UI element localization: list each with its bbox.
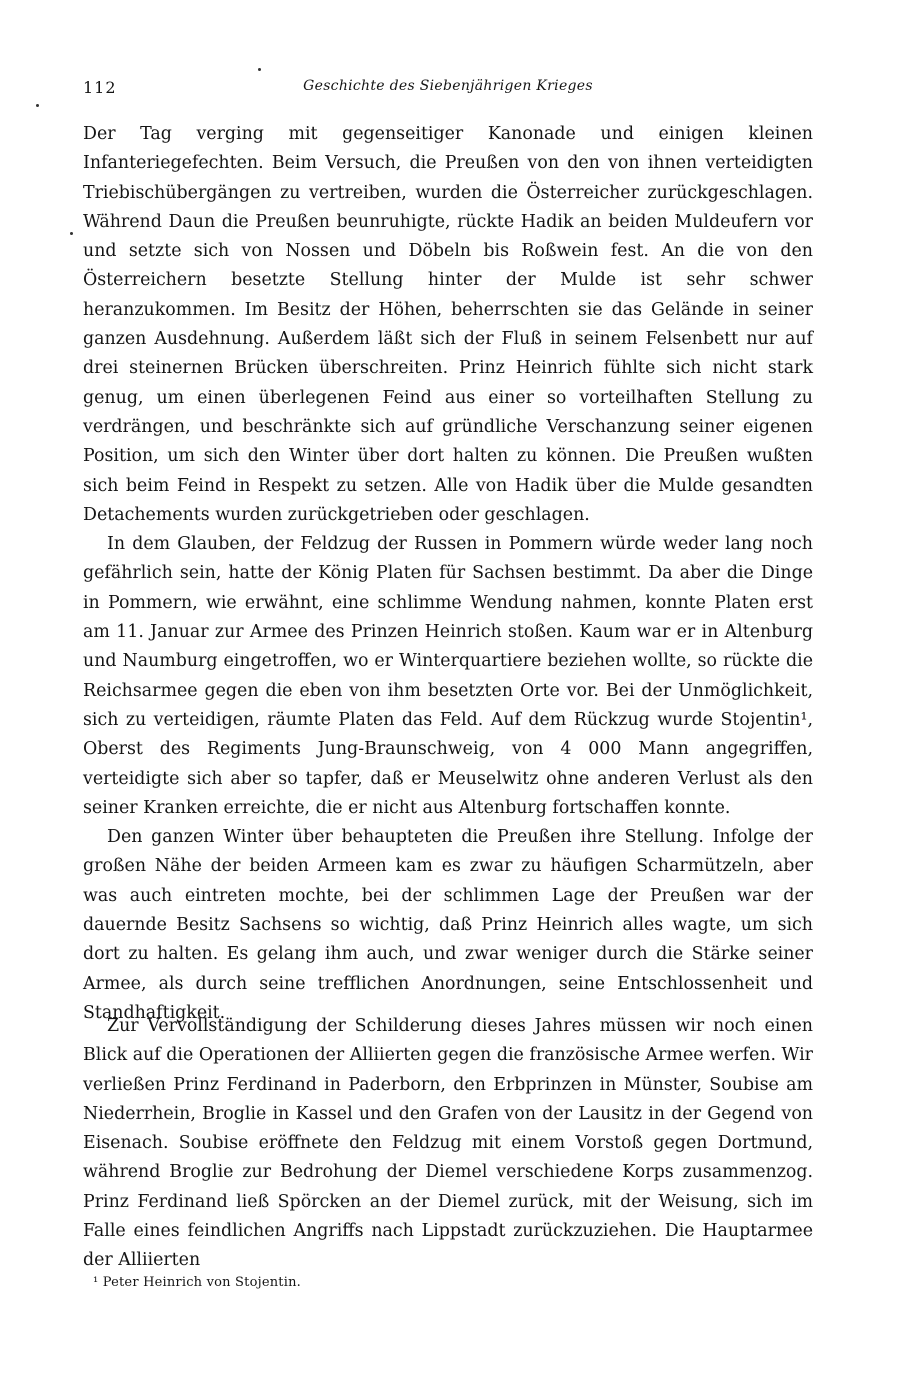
scan-speck: [70, 232, 73, 235]
page-number: 112: [83, 78, 117, 97]
scan-speck: [36, 104, 39, 107]
page-header: [83, 78, 813, 102]
scan-speck: [258, 68, 261, 71]
paragraph: Der Tag verging mit gegenseitiger Kanonade und einigen kleinen Infanteriegefechten. Beim Versuch, die Preußen von den von ihnen verteidigten Triebischübergängen zu vertreiben, wurden die Österreicher zurückgeschlagen. Während Daun die Preußen beunruhigte, rückte Hadik an beiden Muldeufern vor und setzte sich von Nossen und Döbeln bis Roßwein fest. An die von den Österreichern besetzte Stellung hinter der Mulde ist sehr schwer heranzukommen. Im Besitz der Höhen, beherrschten sie das Gelände in seiner ganzen Ausdehnung. Außerdem läßt sich der Fluß in seinem Felsenbett nur auf drei steinernen Brücken überschreiten. Prinz Heinrich fühlte sich nicht stark genug, um einen überlegenen Feind aus einer so vorteilhaften Stellung zu verdrängen, und beschränkte sich auf gründliche Verschanzung seiner eigenen Position, um sich den Winter über dort halten zu können. Die Preußen wußten sich beim Feind in Respekt zu setzen. Alle von Hadik über die Mulde gesandten Detachements wurden zurückgetrieben oder geschlagen.: [83, 124, 813, 525]
running-title: Geschichte des Siebenjährigen Krieges: [303, 78, 593, 94]
paragraph: Den ganzen Winter über behaupteten die Preußen ihre Stellung. Infolge der großen Nähe der beiden Armeen kam es zwar zu häufigen Scharmützeln, aber was auch eintreten mochte, bei der schlimmen Lage der Preußen war der dauernde Besitz Sachsens so wichtig, daß Prinz Heinrich alles wagte, um sich dort zu halten. Es gelang ihm auch, und zwar weniger durch die Stärke seiner Armee, als durch seine trefflichen Anordnungen, seine Entschlossenheit und Standhaftigkeit.: [83, 827, 813, 1023]
footnote: ¹ Peter Heinrich von Stojentin.: [93, 1275, 301, 1290]
body-text-section-2: [83, 1012, 813, 1276]
body-text-section-1: [83, 120, 813, 1028]
paragraph: Zur Vervollständigung der Schilderung dieses Jahres müssen wir noch einen Blick auf die Operationen der Alliierten gegen die französische Armee werfen. Wir verließen Prinz Ferdinand in Paderborn, den Erbprinzen in Münster, Soubise am Niederrhein, Broglie in Kassel und den Grafen von der Lausitz in der Gegend von Eisenach. Soubise eröffnete den Feldzug mit einem Vorstoß gegen Dortmund, während Broglie zur Bedrohung der Diemel verschiedene Korps zusammenzog. Prinz Ferdinand ließ Spörcken an der Diemel zurück, mit der Weisung, sich im Falle eines feindlichen Angriffs nach Lippstadt zurückzuziehen. Die Hauptarmee der Alliierten: [83, 1016, 813, 1271]
paragraph: In dem Glauben, der Feldzug der Russen in Pommern würde weder lang noch gefährlich sein, hatte der König Platen für Sachsen bestimmt. Da aber die Dinge in Pommern, wie erwähnt, eine schlimme Wendung nahmen, konnte Platen erst am 11. Januar zur Armee des Prinzen Heinrich stoßen. Kaum war er in Altenburg und Naumburg eingetroffen, wo er Winterquartiere beziehen wollte, so rückte die Reichsarmee gegen die eben von ihm besetzten Orte vor. Bei der Unmöglichkeit, sich zu verteidigen, räumte Platen das Feld. Auf dem Rückzug wurde Stojentin¹, Oberst des Regiments Jung-Braunschweig, von 4 000 Mann angegriffen, verteidigte sich aber so tapfer, daß er Meuselwitz ohne anderen Verlust als den seiner Kranken erreichte, die er nicht aus Altenburg fortschaffen konnte.: [83, 534, 813, 818]
